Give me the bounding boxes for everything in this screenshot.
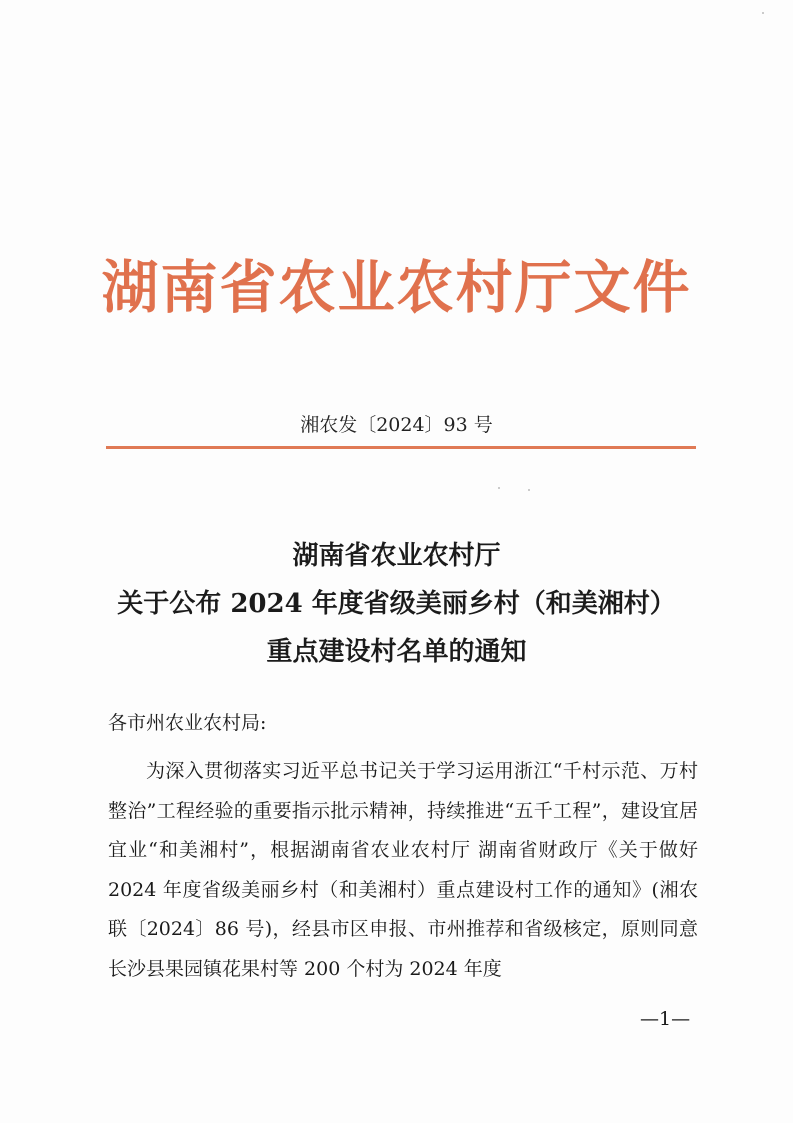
- scan-speck: [528, 489, 530, 491]
- scan-speck: [762, 12, 764, 14]
- salutation: 各市州农业农村局:: [108, 712, 267, 734]
- document-title: [0, 532, 793, 676]
- title-line-1: 湖南省农业农村厅: [292, 541, 501, 571]
- red-divider-line: [106, 446, 696, 449]
- title-line-3: 重点建设村名单的通知: [266, 637, 527, 667]
- body-paragraph: 为深入贯彻落实习近平总书记关于学习运用浙江“千村示范、万村整治”工程经验的重要指示批示精神，持续推进“五千工程”，建设宜居宜业“和美湘村”，根据湖南省农业农村厅 湖南省财政厅《关于做好 2024 年度省级美丽乡村（和美湘村）重点建设村工作的通知》(湘农联〔2024〕86 号)，经县市区申报、市州推荐和省级核定，原则同意长沙县果园镇花果村等 200 个村为 2024 年度: [108, 760, 698, 980]
- issuing-organization-header: 湖南省农业农村厅文件: [101, 255, 692, 321]
- page-number: —1—: [640, 1008, 691, 1030]
- scan-speck: [498, 487, 500, 489]
- document-number: 湘农发〔2024〕93 号: [300, 414, 493, 436]
- title-line-2: 关于公布 2024 年度省级美丽乡村（和美湘村）: [117, 589, 676, 619]
